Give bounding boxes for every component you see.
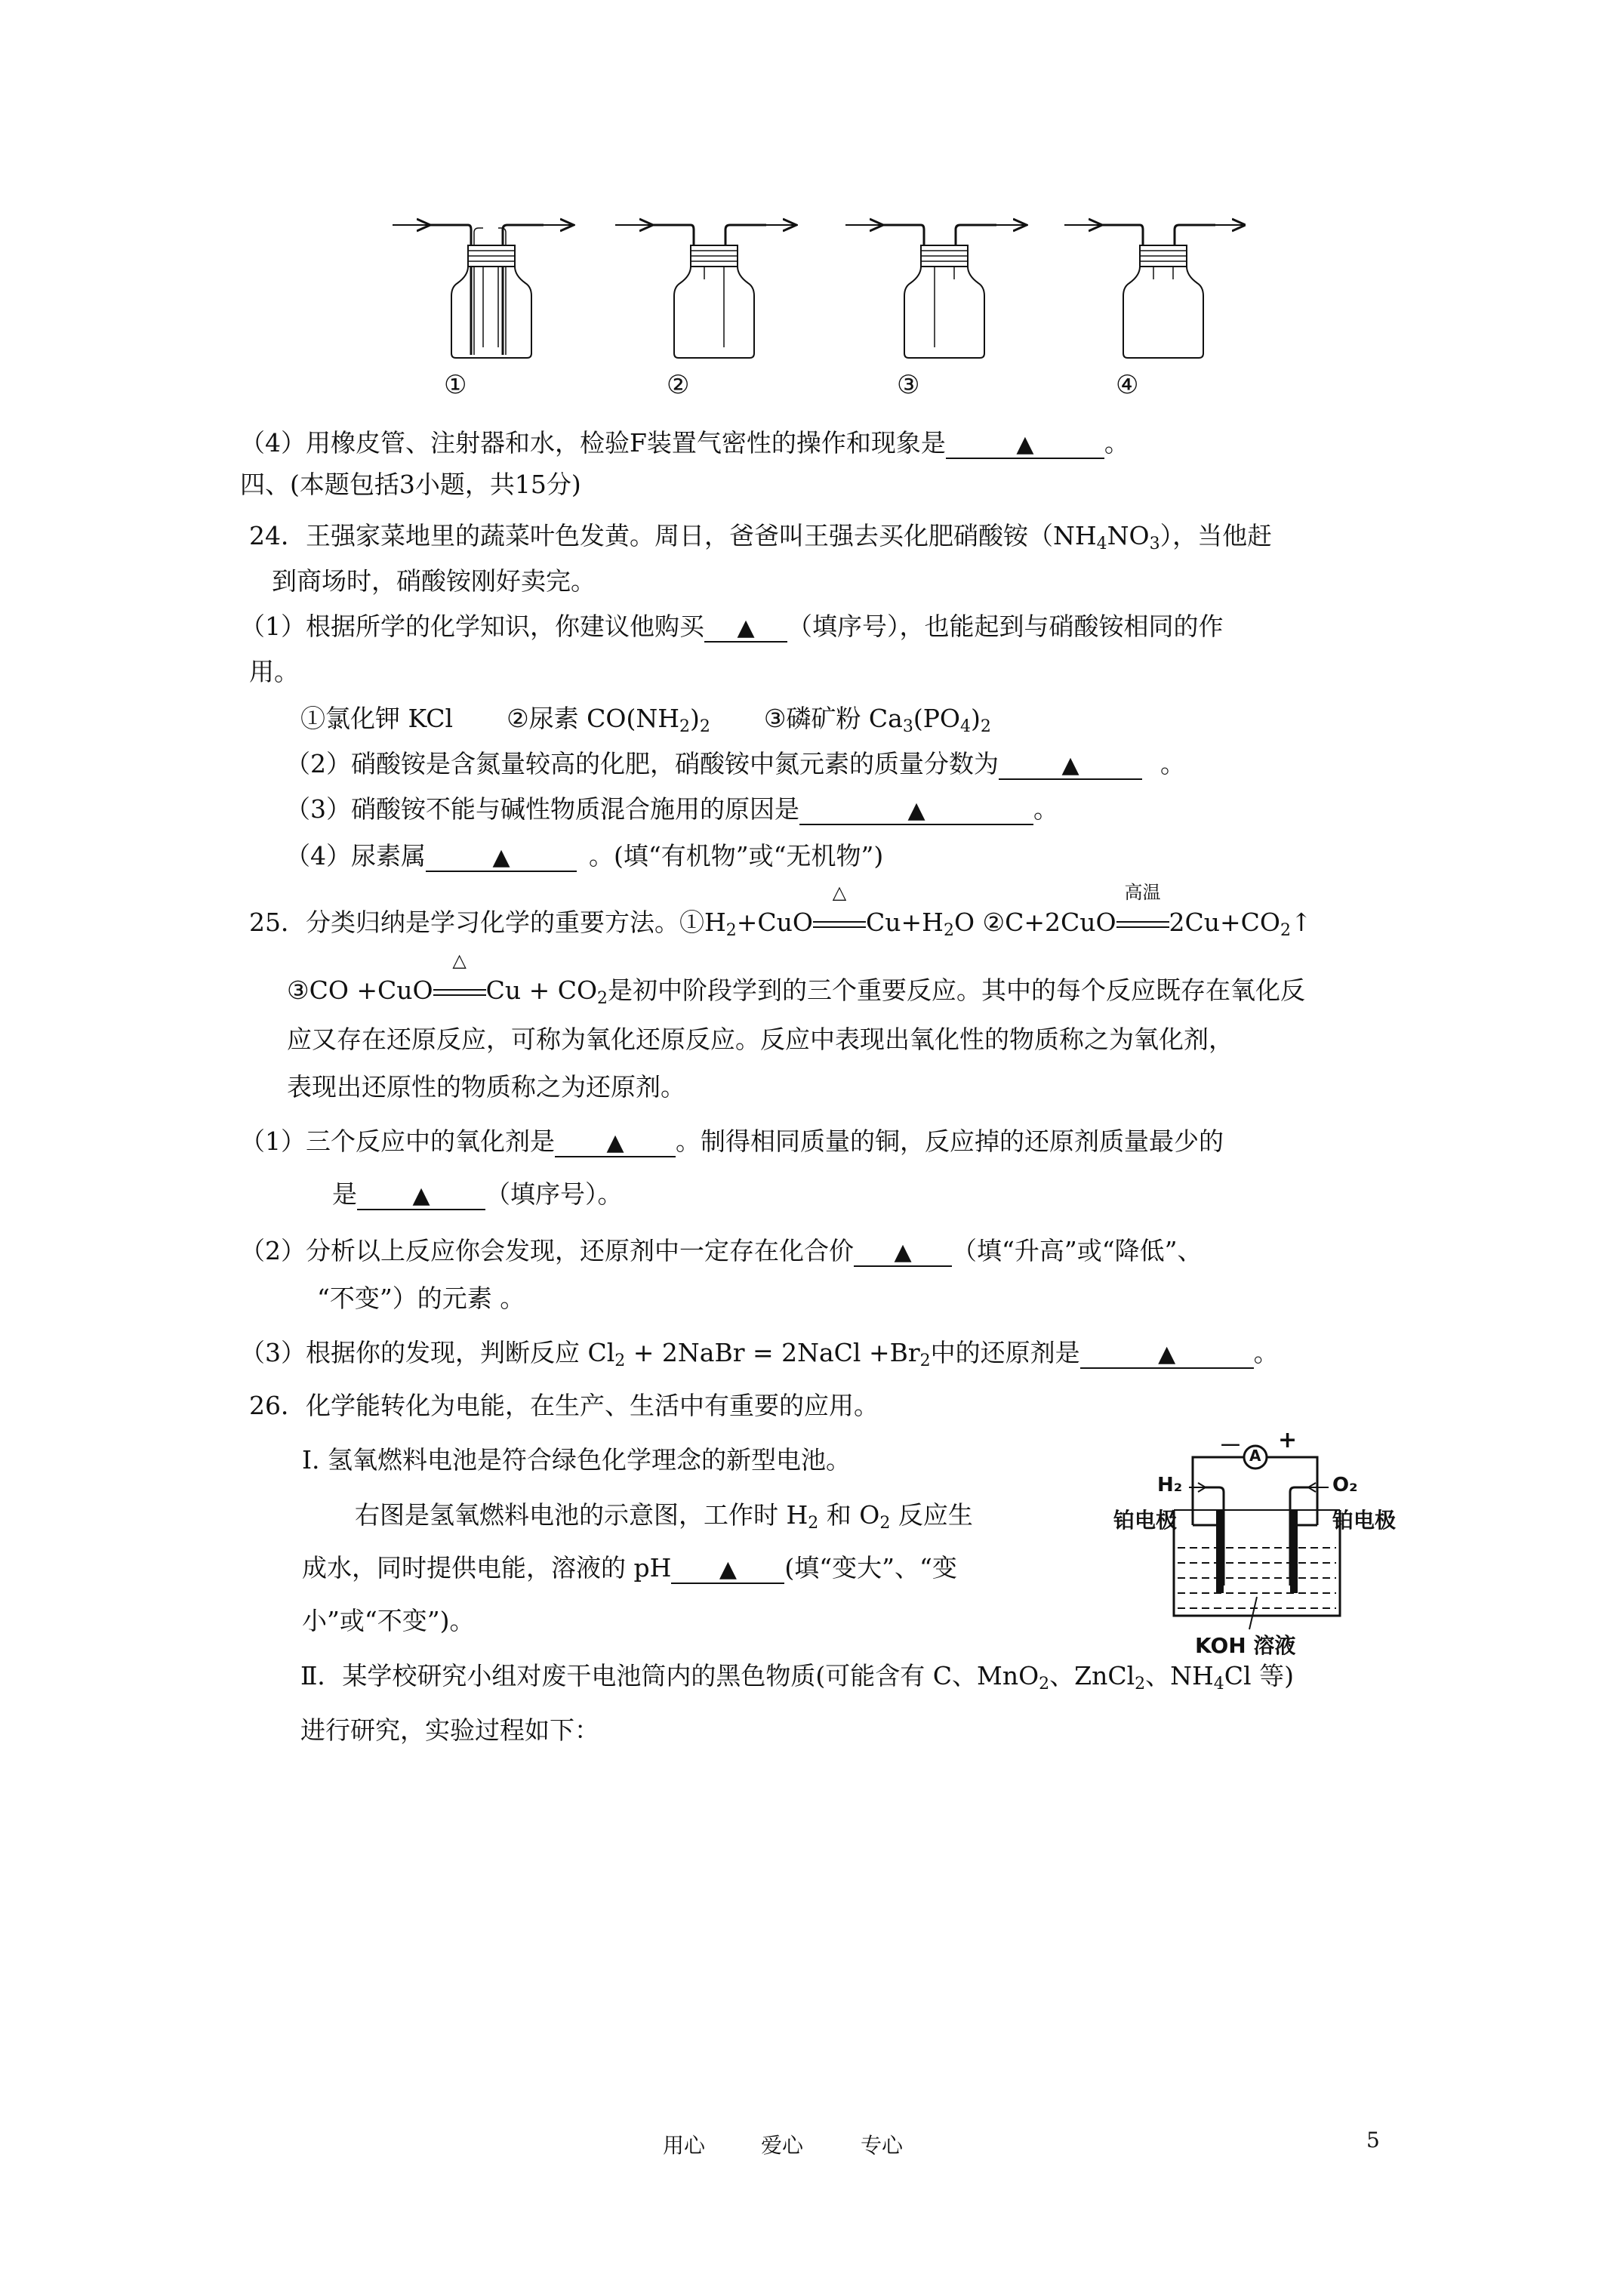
q24-part1-cont: 用。 (249, 657, 299, 686)
q25-stem-line4: 表现出还原性的物质称之为还原剂。 (287, 1072, 685, 1102)
q26-ii-line1: Ⅱ．某学校研究小组对废干电池筒内的黑色物质(可能含有 C、MnO$_2$、ZnCl$_2$、$NH_4Cl$ 等) (300, 1661, 1294, 1693)
answer-blank[interactable]: ▲ (799, 797, 1033, 825)
q26-i-title: Ⅰ. 氢氧燃料电池是符合绿色化学理念的新型电池。 (302, 1445, 852, 1475)
bottle-2 (615, 225, 796, 358)
q25-stem-line2: ③CO +CuO △ $Cu + CO_2$是初中阶段学到的三个重要反应。其中的每个反应既存在氧化反 (287, 950, 1306, 1008)
meter-label: A (1249, 1447, 1261, 1465)
h2-label: H₂ (1157, 1474, 1183, 1496)
answer-blank[interactable]: ▲ (999, 751, 1142, 780)
q26-ii-line2: 进行研究，实验过程如下： (300, 1715, 599, 1745)
q24-part4: （4）尿素属 ▲ 。(填“有机物”或“无机物”) (285, 841, 884, 871)
q25-part1: （1）三个反应中的氧化剂是 ▲ 。制得相同质量的铜，反应掉的还原剂质量最少的 (240, 1126, 1224, 1156)
q25-stem-line1: 25．分类归纳是学习化学的重要方法。$①H_2+CuO$ △ $Cu+H_2O$ ②C+2CuO 高温 $2Cu+CO_2↑$ (249, 882, 1312, 940)
answer-blank[interactable]: ▲ (426, 843, 577, 872)
answer-blank[interactable]: ▲ (946, 430, 1104, 459)
answer-blank[interactable]: ▲ (854, 1238, 952, 1267)
bottle-label-4: ④ (1116, 370, 1139, 400)
footer-slogan-1: 用心 (663, 2133, 706, 2158)
answer-blank[interactable]: ▲ (357, 1182, 485, 1210)
bottle-label-2: ② (667, 370, 690, 400)
q24-part2: （2）硝酸铵是含氮量较高的化肥，硝酸铵中氮元素的质量分数为 ▲ 。 (285, 749, 1185, 778)
answer-blank[interactable]: ▲ (1080, 1340, 1254, 1369)
page-number: 5 (1366, 2128, 1380, 2153)
o2-label: O₂ (1332, 1474, 1358, 1496)
bottle-label-1: ① (444, 370, 467, 400)
q23-part4: （4）用橡皮管、注射器和水，检验F装置气密性的操作和现象是 ▲ 。 (240, 428, 1129, 458)
solution-label: KOH 溶液 (1195, 1633, 1296, 1658)
plus-sign: + (1278, 1427, 1298, 1453)
left-electrode-label: 铂电极 (1113, 1508, 1178, 1533)
answer-blank[interactable]: ▲ (671, 1555, 784, 1584)
q24-options: ①氯化钾 KCl ②尿素 $CO(NH_2)_2$ ③磷矿粉 $Ca_3(PO_4)_2$ (300, 704, 991, 736)
q26-i-line3: 小”或“不变”)。 (302, 1606, 475, 1635)
section-title: 四、(本题包括3小题，共15分) (240, 470, 581, 499)
high-temp-condition: 高温 (1116, 906, 1169, 939)
minus-sign: － (1219, 1433, 1242, 1459)
heat-condition: △ (433, 974, 486, 1007)
q25-part1-cont: 是 ▲ （填序号）。 (332, 1179, 623, 1209)
fuel-cell-diagram (1106, 1427, 1415, 1684)
q24-part1: （1）根据所学的化学知识，你建议他购买 ▲ （填序号），也能起到与硝酸铵相同的作 (240, 612, 1224, 641)
bottle-4 (1064, 225, 1246, 358)
q25-stem-line3: 应又存在还原反应，可称为氧化还原反应。反应中表现出氧化性的物质称之为氧化剂， (287, 1025, 1233, 1054)
q24-stem-line2: 到商场时，硝酸铵刚好卖完。 (272, 566, 596, 596)
q26-i-line1: 右图是氢氧燃料电池的示意图，工作时 $H_2$ 和 $O_2$ 反应生 (355, 1500, 973, 1533)
q24-part3: （3）硝酸铵不能与碱性物质混合施用的原因是 ▲ 。 (285, 794, 1058, 824)
q25-part2: （2）分析以上反应你会发现，还原剂中一定存在化合价 ▲ （填“升高”或“降低”、 (240, 1236, 1203, 1265)
answer-blank[interactable]: ▲ (555, 1129, 676, 1157)
q24-stem-line1: 24．王强家菜地里的蔬菜叶色发黄。周日，爸爸叫王强去买化肥硝酸铵$(NH_4NO_3)$，当他赶 (249, 521, 1273, 553)
bottle-label-3: ③ (897, 370, 920, 400)
bottle-1 (393, 225, 574, 358)
q25-part3: （3）根据你的发现，判断反应 $Cl_2$ + 2NaBr = 2NaCl $+Br_2$中的还原剂是 ▲ 。 (240, 1338, 1279, 1370)
heat-condition: △ (813, 906, 866, 939)
answer-blank[interactable]: ▲ (704, 614, 787, 643)
q25-part2-cont: “不变”）的元素 。 (317, 1284, 525, 1313)
q26-stem: 26．化学能转化为电能，在生产、生活中有重要的应用。 (249, 1391, 879, 1420)
footer-slogan-3: 专心 (861, 2133, 904, 2158)
bottle-3 (845, 225, 1027, 358)
footer-slogan-2: 爱心 (761, 2133, 804, 2158)
right-electrode-label: 铂电极 (1332, 1508, 1397, 1533)
q26-i-line2: 成水，同时提供电能，溶液的 pH ▲ (填“变大”、“变 (302, 1553, 957, 1583)
